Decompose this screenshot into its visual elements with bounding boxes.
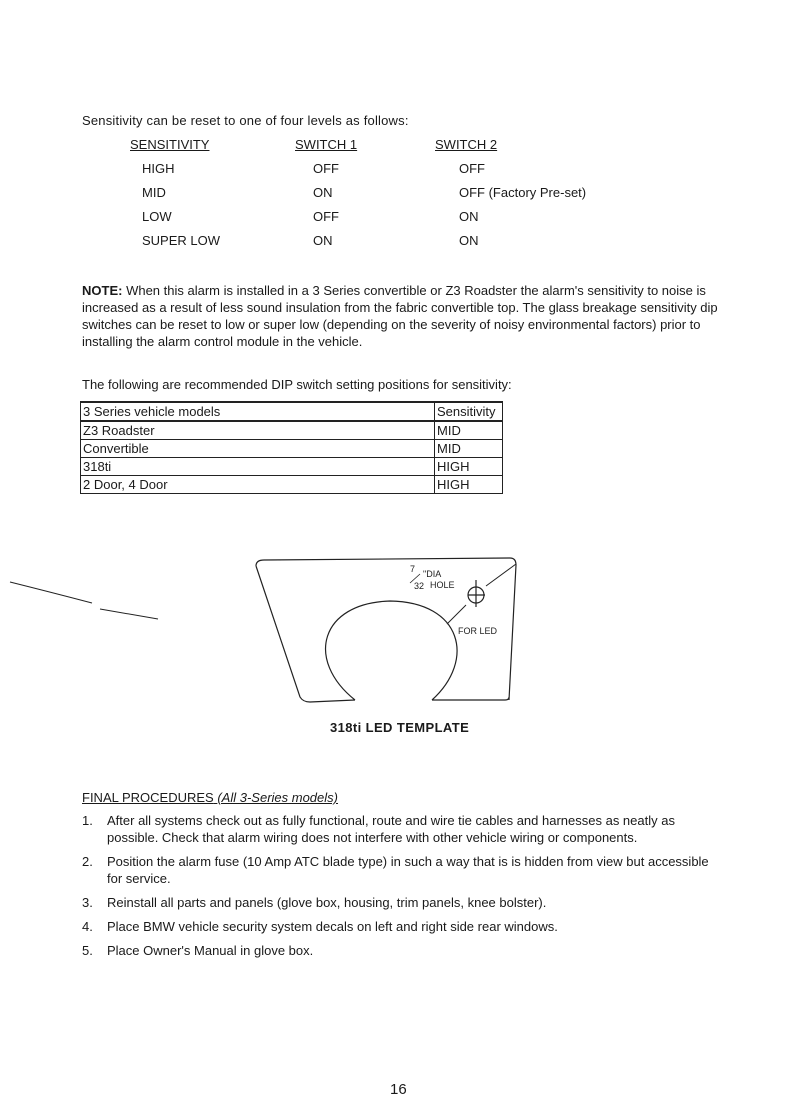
sensitivity-cell: MID — [435, 440, 503, 458]
list-item — [82, 918, 722, 935]
switch-1-value: ON — [313, 185, 333, 200]
dip-switch-table — [80, 401, 503, 494]
stray-mark — [10, 582, 92, 603]
switch-1-value: OFF — [313, 209, 339, 224]
model-cell: 318ti — [81, 458, 435, 476]
switch-2-value: OFF — [459, 161, 485, 176]
model-cell: Z3 Roadster — [81, 421, 435, 440]
table-row — [81, 458, 503, 476]
header-sensitivity: SENSITIVITY — [130, 137, 210, 152]
header-models: 3 Series vehicle models — [81, 402, 435, 421]
led-template-diagram — [0, 548, 800, 718]
switch-2-value: ON — [459, 233, 479, 248]
sensitivity-level: LOW — [142, 209, 172, 224]
step-text: After all systems check out as fully functional, route and wire tie cables and harnesses as neatly as possible. Check that alarm wiring does not interfere with other vehicle wiring or components. — [107, 813, 675, 845]
hole-fraction-denominator: 32 — [414, 581, 425, 591]
list-item — [82, 853, 722, 887]
step-number: 4. — [82, 919, 93, 934]
table-row — [81, 421, 503, 440]
list-item — [82, 812, 722, 846]
sensitivity-cell: HIGH — [435, 476, 503, 494]
table-row — [81, 440, 503, 458]
sensitivity-level: SUPER LOW — [142, 233, 221, 248]
step-number: 5. — [82, 943, 93, 958]
model-cell: Convertible — [81, 440, 435, 458]
note-label: NOTE: — [82, 283, 123, 298]
diagram-caption: 318ti LED TEMPLATE — [330, 720, 470, 735]
header-switch-1: SWITCH 1 — [295, 137, 358, 152]
header-switch-2: SWITCH 2 — [435, 137, 498, 152]
step-text: Reinstall all parts and panels (glove box, housing, trim panels, knee bolster). — [107, 895, 547, 910]
header-sensitivity: Sensitivity — [435, 402, 503, 421]
switch-1-value: OFF — [313, 161, 339, 176]
hole-label: HOLE — [430, 580, 455, 590]
list-item — [82, 894, 722, 911]
page-number: 16 — [390, 1081, 407, 1098]
switch-2-value: OFF (Factory Pre-set) — [459, 185, 587, 200]
list-item — [82, 942, 722, 959]
stray-mark — [100, 609, 158, 619]
dip-table-header-row — [81, 402, 503, 421]
sensitivity-cell: MID — [435, 421, 503, 440]
step-text: Place Owner's Manual in glove box. — [107, 943, 314, 958]
final-procedures-title — [82, 790, 338, 805]
led-label: FOR LED — [458, 626, 498, 636]
step-text: Position the alarm fuse (10 Amp ATC blade type) in such a way that is is hidden from view but accessible for service. — [107, 854, 709, 886]
template-cutout — [326, 601, 457, 700]
sensitivity-level: MID — [142, 185, 166, 200]
step-number: 1. — [82, 813, 93, 828]
recommend-text: The following are recommended DIP switch setting positions for sensitivity: — [82, 377, 512, 392]
leader-line — [486, 564, 516, 586]
step-number: 2. — [82, 854, 93, 869]
final-title-italic: (All 3-Series models) — [217, 790, 338, 805]
step-text: Place BMW vehicle security system decals on left and right side rear windows. — [107, 919, 558, 934]
intro-text: Sensitivity can be reset to one of four levels as follows: — [82, 113, 409, 128]
final-title-text: FINAL PROCEDURES — [82, 790, 214, 805]
note-paragraph — [82, 282, 722, 350]
model-cell: 2 Door, 4 Door — [81, 476, 435, 494]
sensitivity-level: HIGH — [142, 161, 175, 176]
note-text: When this alarm is installed in a 3 Series convertible or Z3 Roadster the alarm's sensitivity to noise is increased as a result of less sound insulation from the fabric convertible top. The glass breakage sensitivity dip switches can be reset to low or super low (depending on the severity of noisy environmental factors) prior to installing the alarm control module in the vehicle. — [82, 283, 718, 349]
hole-dia-label: "DIA — [423, 569, 442, 579]
leader-line — [447, 605, 466, 624]
switch-1-value: ON — [313, 233, 333, 248]
step-number: 3. — [82, 895, 93, 910]
hole-fraction-numerator: 7 — [410, 564, 416, 574]
final-procedures-list — [82, 812, 722, 966]
switch-2-value: ON — [459, 209, 479, 224]
sensitivity-cell: HIGH — [435, 458, 503, 476]
table-row — [81, 476, 503, 494]
